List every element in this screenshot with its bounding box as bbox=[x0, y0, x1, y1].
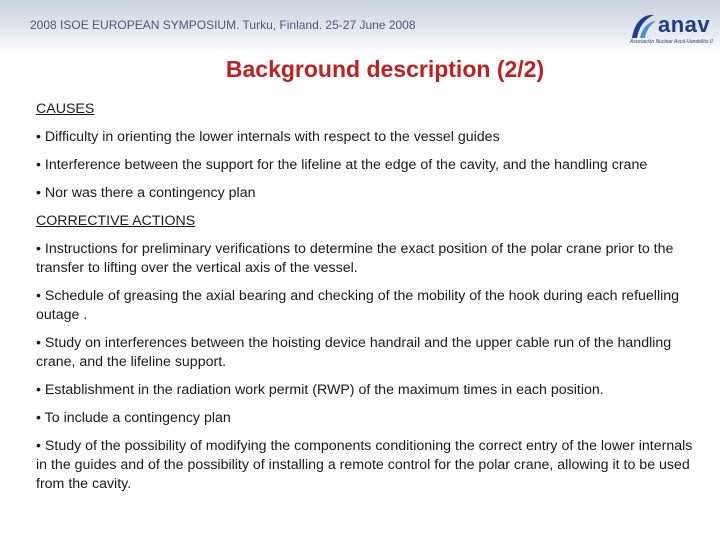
causes-heading: CAUSES bbox=[36, 101, 95, 117]
slide-title: Background description (2/2) bbox=[225, 56, 545, 82]
cause-item: • Interference between the support for the lifeline at the edge of the cavity, and the handling crane bbox=[36, 157, 648, 173]
anav-logo bbox=[628, 12, 712, 48]
corrective-actions-heading: CORRECTIVE ACTIONS bbox=[36, 213, 196, 229]
corrective-action-item: • Establishment in the radiation work permit (RWP) of the maximum times in each position. bbox=[36, 382, 604, 398]
corrective-action-item: • Schedule of greasing the axial bearing and checking of the mobility of the hook during each refuelling outage . bbox=[36, 288, 680, 323]
slide-body bbox=[36, 100, 696, 503]
anav-logo-mark-icon bbox=[628, 12, 658, 40]
corrective-action-item: • Study of the possibility of modifying the components conditioning the correct entry of the lower internals in the guides and of the possibility of installing a remote control for the polar crane, allowing it to be used from the cavity. bbox=[36, 438, 693, 492]
cause-item: • Nor was there a contingency plan bbox=[36, 185, 256, 201]
corrective-action-item: • Instructions for preliminary verifications to determine the exact position of the polar crane prior to the transfer to lifting over the vertical axis of the vessel. bbox=[36, 241, 674, 276]
corrective-action-item: • To include a contingency plan bbox=[36, 410, 231, 426]
symposium-header: 2008 ISOE EUROPEAN SYMPOSIUM. Turku, Finland. 25-27 June 2008 bbox=[30, 18, 416, 32]
corrective-action-item: • Study on interferences between the hoisting device handrail and the upper cable run of the handling crane, and the lifeline support. bbox=[36, 335, 672, 370]
logo-wordmark: anav bbox=[658, 12, 711, 37]
logo-tagline: Asociación Nuclear Ascó-Vandellós II bbox=[630, 39, 713, 45]
cause-item: • Difficulty in orienting the lower internals with respect to the vessel guides bbox=[36, 129, 500, 145]
